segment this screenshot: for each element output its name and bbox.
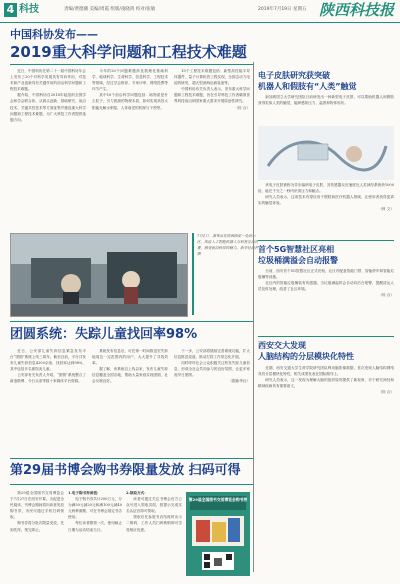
article2-paragraph: 公安部有关负责人介绍，“团圆”系统整合了新浪微博、今日头条等数十家媒体平台资源。 xyxy=(10,373,86,384)
right-story1-paragraph: 新加坡国立大学研究团队日前研发出一种新型电子皮肤，可以帮助机器人和假肢获得类似人类的触觉，能够感知压力、温度和物体形状。 xyxy=(258,95,394,106)
issue-date: 2019年7月19日 星期五 xyxy=(258,7,307,12)
right-story3-paragraph: 研究人员表示，这一发现为理解大脑的组织原则提供了新视角，对于研究神经和精神疾病具有重要意义。 xyxy=(258,378,394,389)
article3-top-rule xyxy=(10,458,253,459)
right-story2-paragraph: 社区内的智能垃圾桶装有传感器，当垃圾满溢时会自动向后台报警，提醒清运人员及时处理，改善了社区环境。 xyxy=(258,281,394,292)
article3-paragraph: 电子购书券共计200万元，分为满50元减20元和满100元减40元两种面额，可在书博会指定书店使用。 xyxy=(68,497,122,520)
article3-rule xyxy=(10,484,253,485)
right-story1-intro xyxy=(258,94,394,124)
electronic-skin-image xyxy=(258,126,394,180)
section-name: 科技 xyxy=(19,4,39,15)
article1-byline: （综 合） xyxy=(234,105,250,110)
right-story-divider xyxy=(258,336,394,337)
article3-paragraph: 领取后在参展书店结账时出示二维码，工作人员扫码核销即可享受相应优惠。 xyxy=(126,515,182,532)
article2-column-2 xyxy=(92,348,168,456)
article1-photo xyxy=(10,233,188,317)
poster-caption: 第29届全国图书交易博览会购书券 xyxy=(188,497,248,502)
right-story2-paragraph: 日前，西安首个5G智慧社区正式亮相，社区内配备智能门禁、智能停车和智能垃圾桶等设施。 xyxy=(258,269,394,280)
right-story1-paragraph: 研究人员表示，这项技术有望应用于假肢和医疗机器人领域，让使用者获得更真实的触觉体验。 xyxy=(258,195,394,206)
article3-paragraph: 购书券将分批次限量发放，先到先得，领完即止。 xyxy=(10,521,64,532)
article3-column-3 xyxy=(126,490,182,576)
article1-paragraph: 近日，中国科协在第二十一届中国科协年会上发布了20个对科学发展具有导向作用、对技术和产业创新具有关键作用的前沿科学问题和工程技术难题。 xyxy=(10,69,86,92)
right-story2-title-line2: 垃圾桶满溢会自动报警 xyxy=(258,256,338,265)
article1-rule xyxy=(10,64,253,65)
article3-title: 第29届书博会购书券限量发放 扫码可得 xyxy=(10,463,241,478)
article3-paragraph: 第29届全国图书交易博览会于7月27日在西安开幕。为促进全民阅读，书博会期间将向读者发放购书券，市民可通过手机扫码领取。 xyxy=(10,491,64,520)
article1-paragraph: 今年的20个问题难题涉及数理化基础科学、地球科学、生命科学、信息科学、工程技术等领域，经过学会推荐、专家评审、网络投票等环节产生。 xyxy=(92,69,168,92)
article2-paragraph: 系统发布信息后，可在第一时间推送至失踪地周边一定范围内的用户，大大提升了寻找效率。 xyxy=(92,349,168,366)
editor-credits: 责编/黄德潮 美编/周霞 组版/凌晓鸿 校对/张敏 xyxy=(64,7,156,12)
article2-title: 团圆系统：失踪儿童找回率98% xyxy=(10,327,198,342)
right-story1-byline: （科 文） xyxy=(378,207,394,212)
right-story1-body xyxy=(258,182,394,238)
right-story3-title-line2: 人脑结构的分层模块化特性 xyxy=(258,352,354,361)
article2-paragraph: 下一步，公安部将继续完善系统功能，扩大信息推送渠道，推动打拐工作常态化开展。 xyxy=(174,349,250,360)
book-fair-poster xyxy=(186,492,250,576)
article2-top-rule xyxy=(10,321,253,322)
article3-column-1 xyxy=(10,490,64,576)
right-story3-body xyxy=(258,365,394,577)
article1-column-2 xyxy=(92,68,168,230)
article2-byline: （据新华社） xyxy=(228,379,250,384)
right-story1-title-line1: 电子皮肤研究获突破 xyxy=(258,71,330,80)
article1-column-3 xyxy=(174,68,250,230)
article1-kicker: 中国科协发布—— xyxy=(10,28,98,41)
article2-column-3 xyxy=(174,348,250,456)
article2-column-1 xyxy=(10,348,86,456)
right-story3-paragraph: 近期，西安交通大学生命学院研究团队利用脑影像数据，首次发现人脑结构网络具有分层模块化特性，相关成果发表在国际期刊上。 xyxy=(258,366,394,377)
right-story2-title-line1: 首个5G智慧社区亮相 xyxy=(258,245,335,254)
right-story-divider xyxy=(258,240,394,241)
article3-paragraph: 读者可通过关注书博会官方公众号进入领取页面，按提示完成实名认证后即可领取。 xyxy=(126,497,182,514)
article3-subhead: 1.电子购书券面值： xyxy=(68,491,101,495)
column-divider xyxy=(253,62,254,572)
article1-paragraph: 其中10个前沿科学问题包括：暗物质是什么粒子，引力波源的物理本质，如何实现高效太阳能光解水制氢，人体衰老的机制与干预等。 xyxy=(92,93,168,110)
right-story2-byline: （综 合） xyxy=(378,293,394,298)
article3-column-2 xyxy=(68,490,122,576)
right-story3-title-line1: 西安交大发现 xyxy=(258,341,306,350)
article1-paragraph: 据介绍，中国科协自2018年起组织全国学会和学会联合体，从源头创新、基础研究、前沿技术、关键共性技术等方面征集并遴选重大科学问题和工程技术难题，为广大科技工作者提供选题方向。 xyxy=(10,93,86,122)
article1-column-1 xyxy=(10,68,86,230)
article1-paragraph: 中国科协有关负责人表示，发布重大科学问题和工程技术难题，旨在引导科技工作者瞄准世界科技前沿和国家重大需求开展原创性研究。 xyxy=(174,87,250,104)
right-story1-title-line2: 机器人和假肢有“人类”触觉 xyxy=(258,82,357,91)
right-story3-byline: （综 合） xyxy=(378,390,394,395)
article2-paragraph: 据了解，该系统自上线以来，发布儿童失踪信息覆盖全国各地，帮助大量家庭实现团圆，社会反响良好。 xyxy=(92,367,168,384)
article2-paragraph: 近日，公安部儿童失踪信息紧急发布平台“团圆”系统上线三周年。截至目前，平台共发布儿童失踪信息4200余条，找回率达到98%，其中包括多名被拐卖儿童。 xyxy=(10,349,86,372)
masthead-logo: 陕西科技报 xyxy=(318,1,394,19)
article3-subhead: 2.领取方式： xyxy=(126,491,148,495)
right-story1-paragraph: 该电子皮肤被称为异步编码电子皮肤，其传感器反应速度比人类神经系统快1000倍，能在千分之一秒内识别压力和触点。 xyxy=(258,183,394,194)
article1-title: 2019重大科学问题和工程技术难题 xyxy=(10,43,247,61)
right-story2-body xyxy=(258,268,394,332)
article3-paragraph: 每位读者限领一次，使用截止日期为活动结束当日。 xyxy=(68,521,122,532)
page-header xyxy=(0,0,400,23)
article1-paragraph: 10个工程技术难题包括：新型高性能半导体器件，量子计算机的工程实现，全固态动力电池的研发，超大型深海运载装备等。 xyxy=(174,69,250,86)
photo-caption: 7月1日，游客站在陕西西安一处展示区，体验人工智能机器人与科普互动装置，感受前沿科技的魅力。新华社记者 摄 xyxy=(192,233,261,315)
page-number: 4 xyxy=(4,3,17,17)
article2-paragraph: 同时呼吁社会公众积极关注转发失踪儿童信息，形成全社会共同参与的良好氛围，让更多家庭早日团圆。 xyxy=(174,361,250,378)
